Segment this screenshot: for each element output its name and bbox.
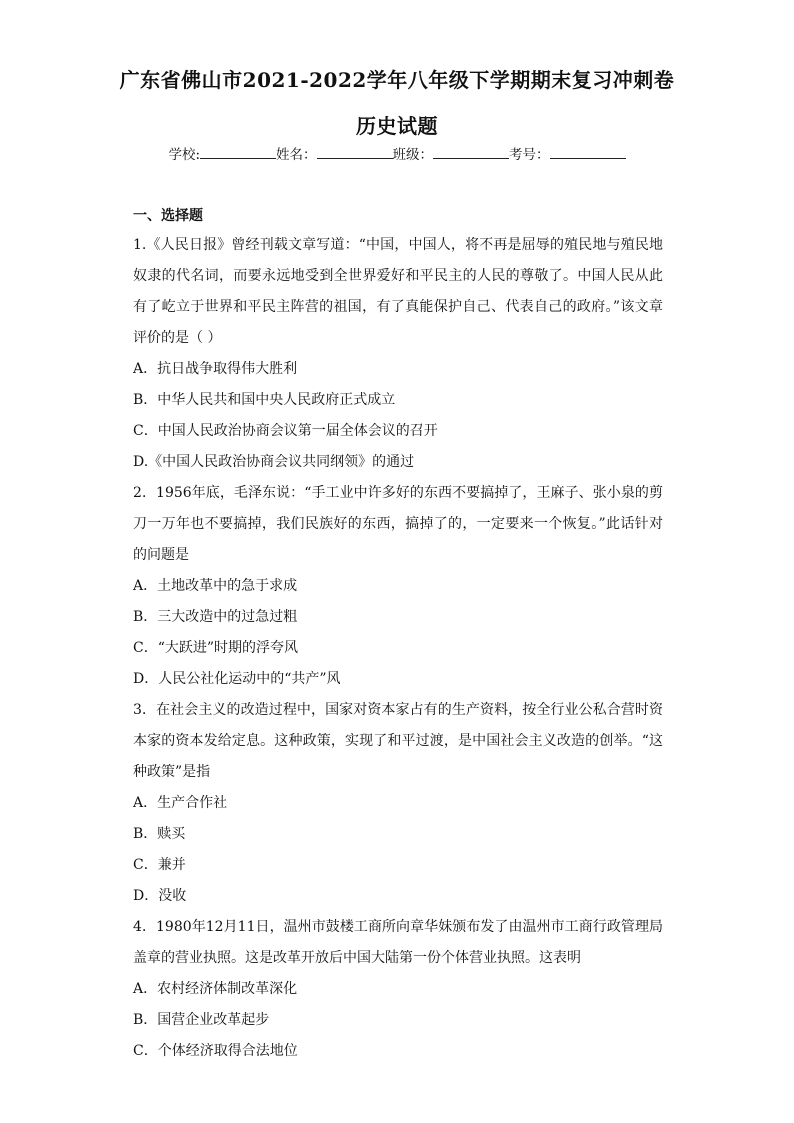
option: A．生产合作社 (133, 795, 228, 811)
student-info-row (0, 143, 794, 163)
name-blank (317, 146, 393, 159)
option: B．赎买 (133, 826, 186, 842)
question-stem: 2．1956年底，毛泽东说：“手工业中许多好的东西不要搞掉了，王麻子、张小泉的剪刀一万年也不要搞掉，我们民族好的东西，搞掉了的，一定要来一个恢复。”此话针对的问题是 (133, 485, 663, 563)
option: C．中国人民政治协商会议第一届全体会议的召开 (133, 423, 438, 439)
name-field (276, 143, 393, 163)
option: B．中华人民共和国中央人民政府正式成立 (133, 392, 396, 408)
question-stem: 1.《人民日报》曾经刊载文章写道：“中国，中国人，将不再是屈辱的殖民地与殖民地奴隶的代名词，而要永远地受到全世界爱好和平民主的人民的尊敬了。中国人民从此有了屹立于世界和平民主阵营的祖国，有了真能保护自己、代表自己的政府。”该文章评价的是（ ） (133, 237, 663, 346)
option: A．抗日战争取得伟大胜利 (133, 361, 298, 377)
option: C．个体经济取得合法地位 (133, 1043, 298, 1059)
exam-title: 广东省佛山市2021-2022学年八年级下学期期末复习冲刺卷 (119, 68, 675, 92)
exam-number-field (509, 143, 626, 163)
option: A．农村经济体制改革深化 (133, 981, 298, 997)
exam-number-blank (550, 146, 626, 159)
option: A．土地改革中的急于求成 (133, 578, 298, 594)
question-stem: 3．在社会主义的改造过程中，国家对资本家占有的生产资料，按全行业公私合营时资本家的资本发给定息。这种政策，实现了和平过渡，是中国社会主义改造的创举。“这种政策”是指 (133, 702, 663, 780)
option: B．国营企业改革起步 (133, 1012, 270, 1028)
option: B．三大改造中的过急过粗 (133, 609, 298, 625)
school-field (168, 143, 276, 163)
name-label: 姓名： (276, 147, 317, 163)
option: C．“大跃进”时期的浮夸风 (133, 640, 299, 656)
school-blank (200, 146, 276, 159)
option: D．没收 (133, 888, 187, 904)
exam-number-label: 考号： (509, 147, 550, 163)
school-label: 学校: (168, 147, 201, 163)
class-field (393, 143, 510, 163)
class-label: 班级： (392, 147, 434, 163)
option: D.《中国人民政治协商会议共同纲领》的通过 (133, 454, 415, 470)
exam-subtitle: 历史试题 (356, 114, 438, 138)
question-list (133, 230, 663, 1067)
question-stem: 4．1980年12月11日，温州市鼓楼工商所向章华妹颁布发了由温州市工商行政管理局盖章的营业执照。这是改革开放后中国大陆第一份个体营业执照。这表明 (133, 919, 663, 966)
section-title: 一、选择题 (133, 208, 203, 224)
class-blank (433, 146, 509, 159)
option: D．人民公社化运动中的“共产”风 (133, 671, 341, 687)
option: C．兼并 (133, 857, 186, 873)
